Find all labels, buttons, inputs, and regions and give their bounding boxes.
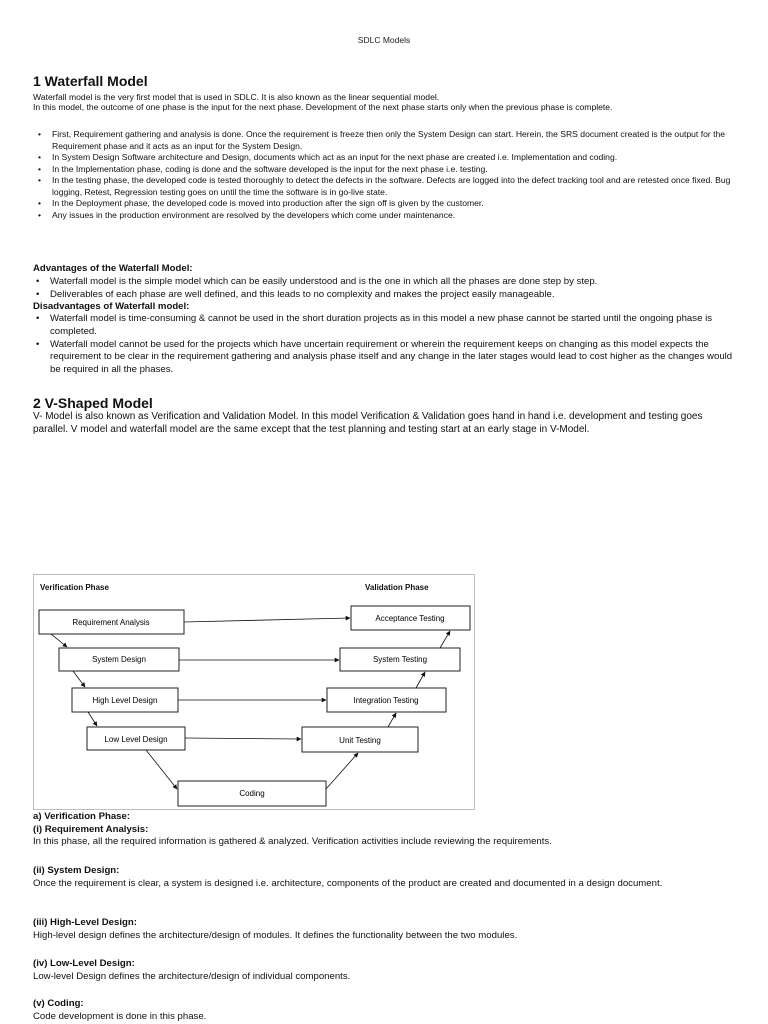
list-item: • Waterfall model is the simple model which can be easily understood and is the one in which all the phases are done step by step. xyxy=(34,276,734,289)
verification-heading: a) Verification Phase: xyxy=(33,811,131,822)
validation-phase-label: Validation Phase xyxy=(365,583,429,592)
phase-title: (i) Requirement Analysis: xyxy=(33,823,149,835)
acceptance-testing-label: Acceptance Testing xyxy=(375,614,445,623)
integration-testing-label: Integration Testing xyxy=(353,696,419,705)
system-design-label: System Design xyxy=(92,655,146,664)
verification-phase-label: Verification Phase xyxy=(40,583,109,592)
phase-text: Low-level Design defines the architecture/design of individual components. xyxy=(33,970,351,982)
verification-section xyxy=(33,811,733,849)
phase-text: Code development is done in this phase. xyxy=(33,1010,207,1022)
list-item: • Deliverables of each phase are well defined, and this leads to no complexity and makes the project easily manageable. xyxy=(34,289,734,302)
waterfall-phase-list xyxy=(36,129,736,221)
phase-text: In this phase, all the required information is gathered & analyzed. Verification activities include reviewing the requirements. xyxy=(33,836,552,847)
unit-testing-label: Unit Testing xyxy=(339,736,381,745)
list-item: • Waterfall model cannot be used for the projects which have uncertain requirement or wherein the requirement keeps on changing as this model expects the requirement to be clear in the requirement gathering and analysis phase itself and any change in the later stages would lead to cost higher as the changes would be required in all the phases. xyxy=(34,339,738,377)
phase-block xyxy=(33,998,733,1023)
coding-label: Coding xyxy=(239,789,265,798)
system-testing-label: System Testing xyxy=(372,655,428,664)
phase-title: (v) Coding: xyxy=(33,998,84,1009)
vmodel-intro: V- Model is also known as Verification and Validation Model. In this model Verification & Validation goes hand in hand i.e. development and testing goes parallel. V model and waterfall model are the same except that the test planning and testing start at an early stage in V-Model. xyxy=(33,411,703,435)
vmodel-title: 2 V-Shaped Model xyxy=(33,395,153,411)
waterfall-intro-2: In this model, the outcome of one phase is the input for the next phase. Development of the next phase starts only when the previous phase is complete. xyxy=(33,102,613,112)
list-item: • First, Requirement gathering and analysis is done. Once the requirement is freeze then only the System Design can start. Herein, the SRS document created is the output for the Requirement phase and it acts as an input for the System Design. xyxy=(36,129,736,152)
high-level-design-label: High Level Design xyxy=(92,696,158,705)
waterfall-intro-1: Waterfall model is the very first model that is used in SDLC. It is also known as the linear sequential model. xyxy=(33,92,440,102)
list-item: • In the Deployment phase, the developed code is moved into production after the sign off is given by the customer. xyxy=(36,198,736,210)
phase-title: (ii) System Design: xyxy=(33,865,120,876)
list-item: • Waterfall model is time-consuming & cannot be used in the short duration projects as in this model a new phase cannot be started until the ongoing phase is completed. xyxy=(34,313,738,339)
phase-block xyxy=(33,865,733,890)
v-model-diagram xyxy=(33,574,475,810)
phase-text: Once the requirement is clear, a system is designed i.e. architecture, components of the product are created and documented in a design document. xyxy=(33,877,663,889)
list-item: • Any issues in the production environment are resolved by the developers which come under maintenance. xyxy=(36,210,736,222)
disadvantages-heading: Disadvantages of Waterfall model: xyxy=(33,301,190,312)
advantages-heading: Advantages of the Waterfall Model: xyxy=(33,263,193,274)
list-item: • In System Design Software architecture and Design, documents which act as an input for the next phase are created i.e. Implementation and coding. xyxy=(36,152,736,164)
waterfall-title: 1 Waterfall Model xyxy=(33,73,148,89)
phase-title: (iii) High-Level Design: xyxy=(33,917,137,928)
list-item: • In the Implementation phase, coding is done and the software developed is the input for the next phase i.e. testing. xyxy=(36,164,736,176)
disadvantages-list xyxy=(34,313,738,377)
low-level-design-label: Low Level Design xyxy=(104,735,168,744)
list-item: • In the testing phase, the developed code is tested thoroughly to detect the defects in the software. Defects are logged into the defect tracking tool and are retested once fixed. Bug logging, Retest, Regression testing goes on until the time the software is in go-live state. xyxy=(36,175,736,198)
page-header: SDLC Models xyxy=(357,35,411,45)
phase-block xyxy=(33,958,733,983)
phase-block xyxy=(33,917,733,942)
phase-title: (iv) Low-Level Design: xyxy=(33,958,135,969)
advantages-list xyxy=(34,276,734,301)
phase-text: High-level design defines the architecture/design of modules. It defines the functionality between the two modules. xyxy=(33,929,518,941)
requirement-analysis-label: Requirement Analysis xyxy=(72,618,150,627)
